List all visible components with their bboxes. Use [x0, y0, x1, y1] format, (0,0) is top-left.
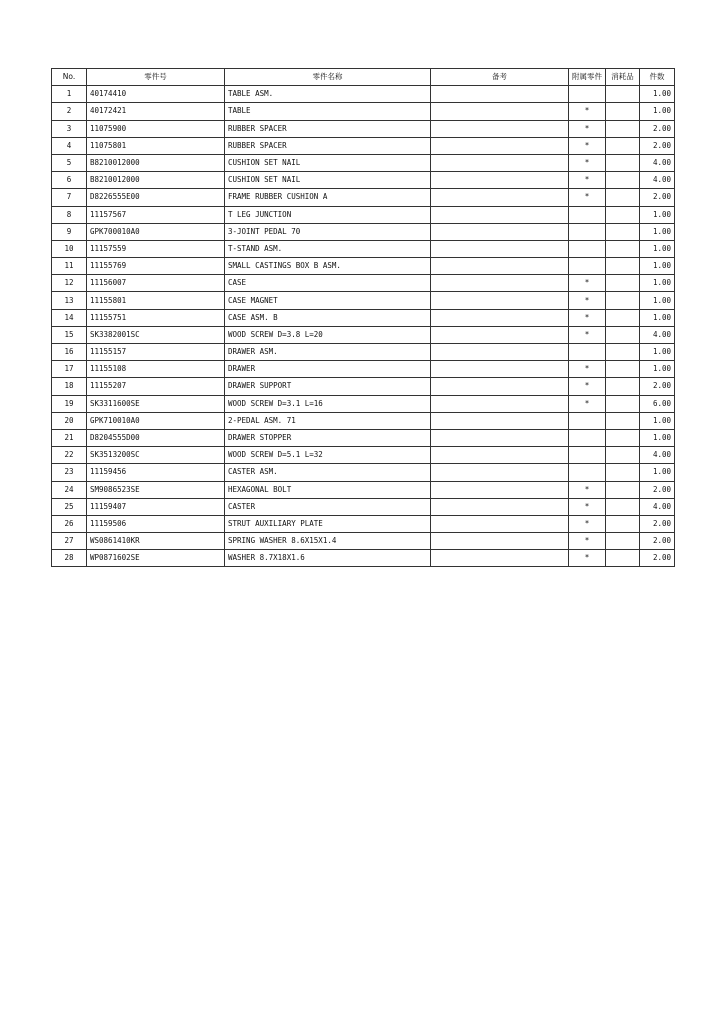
accessory-mark: [569, 429, 606, 446]
part-number: 11155769: [87, 258, 225, 275]
row-no: 23: [52, 464, 87, 481]
accessory-mark: [569, 412, 606, 429]
part-name: WOOD SCREW D=3.8 L=20: [225, 326, 431, 343]
part-name: RUBBER SPACER: [225, 137, 431, 154]
part-name: WASHER 8.7X18X1.6: [225, 550, 431, 567]
accessory-mark: *: [569, 481, 606, 498]
part-number: GPK700010A0: [87, 223, 225, 240]
accessory-mark: *: [569, 309, 606, 326]
remark-cell: [431, 361, 569, 378]
part-name: STRUT AUXILIARY PLATE: [225, 515, 431, 532]
row-no: 7: [52, 189, 87, 206]
part-number: 11156007: [87, 275, 225, 292]
consumable-mark: [606, 533, 640, 550]
consumable-mark: [606, 515, 640, 532]
part-number: WP0871602SE: [87, 550, 225, 567]
accessory-mark: *: [569, 120, 606, 137]
table-row: [52, 103, 675, 120]
remark-cell: [431, 137, 569, 154]
table-row: [52, 464, 675, 481]
row-no: 16: [52, 344, 87, 361]
remark-cell: [431, 275, 569, 292]
consumable-mark: [606, 275, 640, 292]
part-name: DRAWER STOPPER: [225, 429, 431, 446]
header-no: No.: [52, 69, 87, 86]
table-row: [52, 361, 675, 378]
accessory-mark: [569, 206, 606, 223]
row-no: 9: [52, 223, 87, 240]
table-row: [52, 189, 675, 206]
accessory-mark: *: [569, 189, 606, 206]
consumable-mark: [606, 395, 640, 412]
part-number: 11159407: [87, 498, 225, 515]
row-no: 2: [52, 103, 87, 120]
part-number: 11159506: [87, 515, 225, 532]
consumable-mark: [606, 412, 640, 429]
consumable-mark: [606, 223, 640, 240]
remark-cell: [431, 550, 569, 567]
row-no: 26: [52, 515, 87, 532]
table-row: [52, 515, 675, 532]
part-name: CUSHION SET NAIL: [225, 172, 431, 189]
quantity: 2.00: [640, 137, 675, 154]
accessory-mark: *: [569, 361, 606, 378]
header-row: [52, 69, 675, 86]
part-name: T-STAND ASM.: [225, 240, 431, 257]
consumable-mark: [606, 429, 640, 446]
part-name: CASE ASM. B: [225, 309, 431, 326]
part-number: 11155157: [87, 344, 225, 361]
part-number: 11159456: [87, 464, 225, 481]
consumable-mark: [606, 550, 640, 567]
remark-cell: [431, 120, 569, 137]
table-row: [52, 292, 675, 309]
consumable-mark: [606, 447, 640, 464]
quantity: 4.00: [640, 172, 675, 189]
remark-cell: [431, 189, 569, 206]
consumable-mark: [606, 103, 640, 120]
accessory-mark: [569, 223, 606, 240]
consumable-mark: [606, 309, 640, 326]
row-no: 18: [52, 378, 87, 395]
part-number: SK3382001SC: [87, 326, 225, 343]
remark-cell: [431, 154, 569, 171]
table-row: [52, 429, 675, 446]
table-row: [52, 378, 675, 395]
table-row: [52, 206, 675, 223]
part-number: 11157559: [87, 240, 225, 257]
quantity: 2.00: [640, 378, 675, 395]
remark-cell: [431, 309, 569, 326]
part-name: 3-JOINT PEDAL 70: [225, 223, 431, 240]
table-row: [52, 412, 675, 429]
part-name: TABLE: [225, 103, 431, 120]
accessory-mark: *: [569, 326, 606, 343]
part-name: CASE MAGNET: [225, 292, 431, 309]
quantity: 2.00: [640, 481, 675, 498]
part-name: DRAWER SUPPORT: [225, 378, 431, 395]
table-row: [52, 498, 675, 515]
quantity: 2.00: [640, 189, 675, 206]
consumable-mark: [606, 240, 640, 257]
remark-cell: [431, 429, 569, 446]
quantity: 4.00: [640, 498, 675, 515]
quantity: 1.00: [640, 464, 675, 481]
part-name: FRAME RUBBER CUSHION A: [225, 189, 431, 206]
row-no: 10: [52, 240, 87, 257]
quantity: 4.00: [640, 326, 675, 343]
quantity: 1.00: [640, 309, 675, 326]
consumable-mark: [606, 258, 640, 275]
part-name: DRAWER: [225, 361, 431, 378]
part-number: 11075801: [87, 137, 225, 154]
row-no: 25: [52, 498, 87, 515]
part-name: SPRING WASHER 8.6X15X1.4: [225, 533, 431, 550]
row-no: 6: [52, 172, 87, 189]
table-row: [52, 240, 675, 257]
consumable-mark: [606, 292, 640, 309]
part-number: 40172421: [87, 103, 225, 120]
row-no: 5: [52, 154, 87, 171]
remark-cell: [431, 515, 569, 532]
accessory-mark: *: [569, 498, 606, 515]
accessory-mark: *: [569, 395, 606, 412]
remark-cell: [431, 447, 569, 464]
accessory-mark: *: [569, 550, 606, 567]
part-number: 11155207: [87, 378, 225, 395]
table-row: [52, 172, 675, 189]
consumable-mark: [606, 361, 640, 378]
consumable-mark: [606, 172, 640, 189]
row-no: 8: [52, 206, 87, 223]
quantity: 1.00: [640, 258, 675, 275]
part-number: B8210012000: [87, 154, 225, 171]
remark-cell: [431, 378, 569, 395]
header-qty: 件数: [640, 69, 675, 86]
remark-cell: [431, 533, 569, 550]
consumable-mark: [606, 154, 640, 171]
part-number: SM9086523SE: [87, 481, 225, 498]
quantity: 1.00: [640, 206, 675, 223]
part-number: WS0861410KR: [87, 533, 225, 550]
row-no: 22: [52, 447, 87, 464]
quantity: 2.00: [640, 550, 675, 567]
row-no: 19: [52, 395, 87, 412]
part-name: CASTER: [225, 498, 431, 515]
consumable-mark: [606, 481, 640, 498]
part-name: WOOD SCREW D=3.1 L=16: [225, 395, 431, 412]
consumable-mark: [606, 137, 640, 154]
remark-cell: [431, 206, 569, 223]
row-no: 20: [52, 412, 87, 429]
remark-cell: [431, 326, 569, 343]
quantity: 1.00: [640, 103, 675, 120]
accessory-mark: *: [569, 533, 606, 550]
accessory-mark: [569, 464, 606, 481]
quantity: 2.00: [640, 533, 675, 550]
part-number: 11155801: [87, 292, 225, 309]
remark-cell: [431, 240, 569, 257]
row-no: 3: [52, 120, 87, 137]
quantity: 1.00: [640, 361, 675, 378]
table-row: [52, 326, 675, 343]
table-row: [52, 550, 675, 567]
accessory-mark: *: [569, 292, 606, 309]
accessory-mark: [569, 86, 606, 103]
header-accessory: 附属零件: [569, 69, 606, 86]
accessory-mark: *: [569, 137, 606, 154]
consumable-mark: [606, 86, 640, 103]
quantity: 6.00: [640, 395, 675, 412]
table-row: [52, 395, 675, 412]
part-number: 11155751: [87, 309, 225, 326]
part-number: D8204555D00: [87, 429, 225, 446]
quantity: 4.00: [640, 154, 675, 171]
remark-cell: [431, 412, 569, 429]
parts-body: [52, 86, 675, 567]
part-name: HEXAGONAL BOLT: [225, 481, 431, 498]
part-number: D8226555E00: [87, 189, 225, 206]
part-number: 40174410: [87, 86, 225, 103]
consumable-mark: [606, 498, 640, 515]
table-row: [52, 154, 675, 171]
row-no: 15: [52, 326, 87, 343]
remark-cell: [431, 344, 569, 361]
part-name: 2-PEDAL ASM. 71: [225, 412, 431, 429]
part-name: T LEG JUNCTION: [225, 206, 431, 223]
remark-cell: [431, 292, 569, 309]
remark-cell: [431, 498, 569, 515]
accessory-mark: *: [569, 275, 606, 292]
quantity: 1.00: [640, 275, 675, 292]
part-number: SK3311600SE: [87, 395, 225, 412]
part-number: 11075900: [87, 120, 225, 137]
accessory-mark: [569, 240, 606, 257]
consumable-mark: [606, 378, 640, 395]
quantity: 1.00: [640, 86, 675, 103]
accessory-mark: *: [569, 378, 606, 395]
table-row: [52, 120, 675, 137]
row-no: 12: [52, 275, 87, 292]
part-number: SK3513200SC: [87, 447, 225, 464]
consumable-mark: [606, 120, 640, 137]
table-row: [52, 275, 675, 292]
quantity: 1.00: [640, 240, 675, 257]
quantity: 1.00: [640, 344, 675, 361]
table-row: [52, 309, 675, 326]
table-row: [52, 481, 675, 498]
remark-cell: [431, 223, 569, 240]
remark-cell: [431, 103, 569, 120]
row-no: 4: [52, 137, 87, 154]
remark-cell: [431, 481, 569, 498]
table-row: [52, 137, 675, 154]
part-name: CUSHION SET NAIL: [225, 154, 431, 171]
part-number: B8210012000: [87, 172, 225, 189]
quantity: 4.00: [640, 447, 675, 464]
part-number: 11155108: [87, 361, 225, 378]
accessory-mark: [569, 258, 606, 275]
table-row: [52, 533, 675, 550]
header-remark: 备考: [431, 69, 569, 86]
consumable-mark: [606, 464, 640, 481]
header-part-no: 零件号: [87, 69, 225, 86]
remark-cell: [431, 258, 569, 275]
remark-cell: [431, 395, 569, 412]
part-name: DRAWER ASM.: [225, 344, 431, 361]
row-no: 21: [52, 429, 87, 446]
accessory-mark: *: [569, 515, 606, 532]
quantity: 1.00: [640, 292, 675, 309]
row-no: 11: [52, 258, 87, 275]
row-no: 24: [52, 481, 87, 498]
accessory-mark: [569, 344, 606, 361]
consumable-mark: [606, 344, 640, 361]
row-no: 14: [52, 309, 87, 326]
remark-cell: [431, 464, 569, 481]
consumable-mark: [606, 326, 640, 343]
row-no: 17: [52, 361, 87, 378]
row-no: 13: [52, 292, 87, 309]
remark-cell: [431, 172, 569, 189]
consumable-mark: [606, 206, 640, 223]
header-part-name: 零件名称: [225, 69, 431, 86]
part-name: WOOD SCREW D=5.1 L=32: [225, 447, 431, 464]
table-row: [52, 344, 675, 361]
quantity: 1.00: [640, 223, 675, 240]
accessory-mark: *: [569, 103, 606, 120]
part-name: RUBBER SPACER: [225, 120, 431, 137]
accessory-mark: *: [569, 154, 606, 171]
row-no: 27: [52, 533, 87, 550]
row-no: 1: [52, 86, 87, 103]
quantity: 2.00: [640, 515, 675, 532]
table-row: [52, 258, 675, 275]
part-name: CASTER ASM.: [225, 464, 431, 481]
part-name: TABLE ASM.: [225, 86, 431, 103]
part-name: CASE: [225, 275, 431, 292]
header-consumable: 消耗品: [606, 69, 640, 86]
row-no: 28: [52, 550, 87, 567]
part-number: 11157567: [87, 206, 225, 223]
quantity: 2.00: [640, 120, 675, 137]
table-row: [52, 86, 675, 103]
quantity: 1.00: [640, 429, 675, 446]
accessory-mark: [569, 447, 606, 464]
parts-list-table: [51, 68, 675, 567]
remark-cell: [431, 86, 569, 103]
part-number: GPK710010A0: [87, 412, 225, 429]
table-row: [52, 223, 675, 240]
consumable-mark: [606, 189, 640, 206]
part-name: SMALL CASTINGS BOX B ASM.: [225, 258, 431, 275]
table-row: [52, 447, 675, 464]
quantity: 1.00: [640, 412, 675, 429]
accessory-mark: *: [569, 172, 606, 189]
